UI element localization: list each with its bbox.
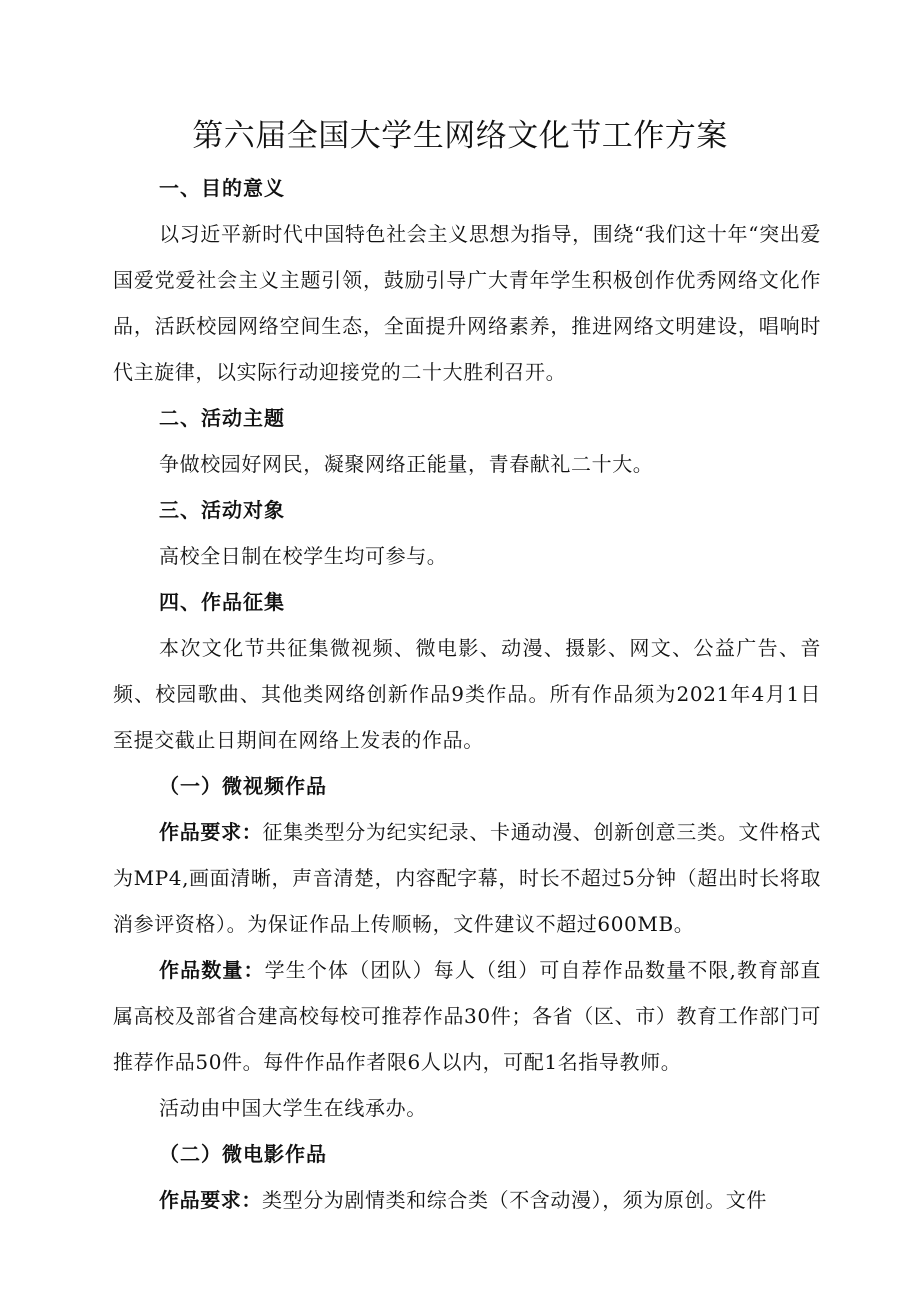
microvideo-host: 活动由中国大学生在线承办。 [159, 1096, 427, 1120]
section-text-audience: 高校全日制在校学生均可参与。 [159, 544, 448, 568]
section-text-theme: 争做校园好网民，凝聚网络正能量，青春献礼二十大。 [159, 452, 654, 476]
document-title: 第六届全国大学生网络文化节工作方案 [192, 118, 728, 154]
quantity-text: 学生个体（团队）每人（组）可自荐作品数量不限,教育部直属高校及部省合建高校每校可推荐作品30件；各省（区、市）教育工作部门可推荐作品50件。每件作品作者限6人以内，可配1名指导教师。 [113, 958, 821, 1074]
microvideo-quantity [113, 947, 821, 1085]
section-text-collection: 本次文化节共征集微视频、微电影、动漫、摄影、网文、公益广告、音频、校园歌曲、其他类网络创新作品9类作品。所有作品须为2021年4月1日至提交截止日期间在网络上发表的作品。 [113, 636, 821, 752]
section-heading-collection: 四、作品征集 [159, 590, 285, 614]
section-text-purpose: 以习近平新时代中国特色社会主义思想为指导，围绕“我们这十年“突出爱国爱党爱社会主义主题引领，鼓励引导广大青年学生积极创作优秀网络文化作品，活跃校园网络空间生态，全面提升网络素养，推进网络文明建设，唱响时代主旋律，以实际行动迎接党的二十大胜利召开。 [113, 222, 821, 384]
subsection-heading-microvideo: （一）微视频作品 [159, 774, 327, 798]
section-heading-audience: 三、活动对象 [159, 498, 285, 522]
subsection-heading-microfilm: （二）微电影作品 [159, 1142, 327, 1166]
quantity-label: 作品数量： [159, 958, 265, 982]
section-heading-theme: 二、活动主题 [159, 406, 285, 430]
requirements-label: 作品要求： [159, 1188, 262, 1212]
section-heading-purpose: 一、目的意义 [159, 176, 285, 200]
requirements-text: 类型分为剧情类和综合类（不含动漫），须为原创。文件 [262, 1188, 767, 1212]
requirements-label: 作品要求： [159, 820, 263, 844]
microvideo-requirements [113, 809, 821, 947]
microfilm-requirements [113, 1177, 821, 1223]
requirements-text: 征集类型分为纪实纪录、卡通动漫、创新创意三类。文件格式为MP4,画面清晰，声音清楚，内容配字幕，时长不超过5分钟（超出时长将取消参评资格）。为保证作品上传顺畅，文件建议不超过600MB。 [113, 820, 821, 936]
document-body [113, 165, 821, 1223]
